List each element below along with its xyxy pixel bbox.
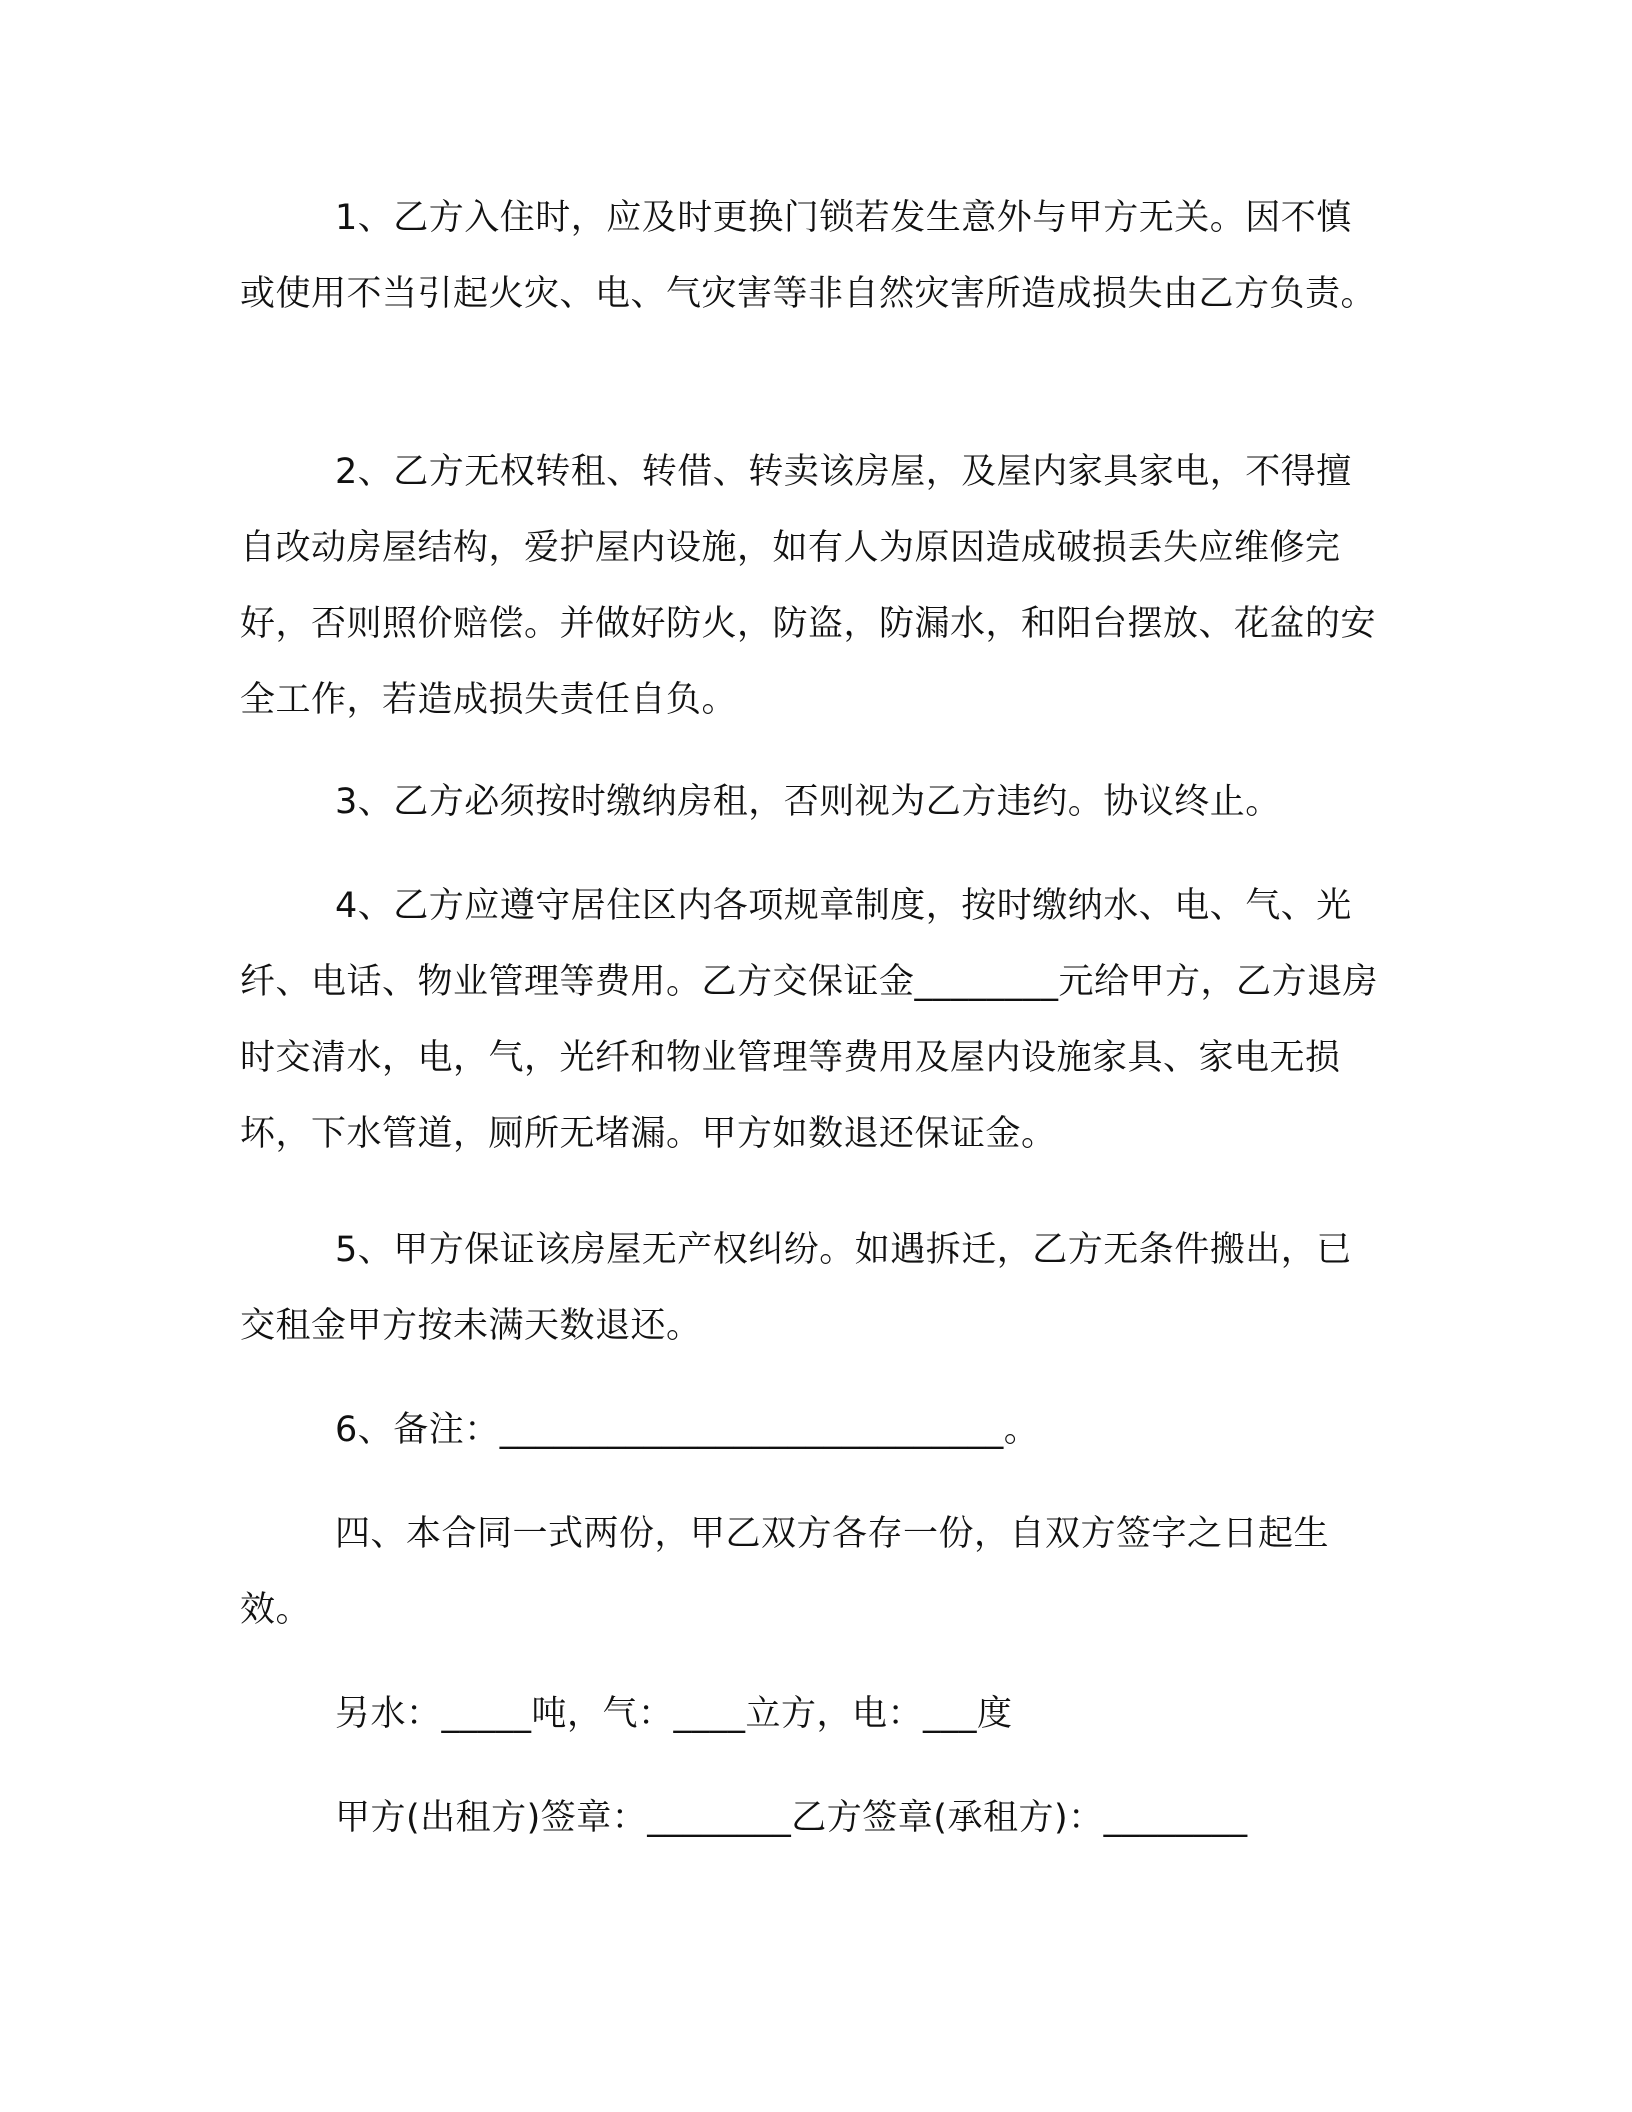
clause-6-remarks: 6、备注：____________________________。: [335, 1410, 1040, 1450]
clause-4: 4、乙方应遵守居住区内各项规章制度，按时缴纳水、电、气、光纤、电话、物业管理等费用。乙方交保证金________元给甲方，乙方退房时交清水，电，气，光纤和物业管理等费用及屋内设施家具、家电无损坏，下水管道，厕所无堵漏。甲方如数退还保证金。: [240, 886, 1379, 1154]
section-four: 四、本合同一式两份，甲乙双方各存一份，自双方签字之日起生效。: [240, 1514, 1330, 1630]
meter-readings-line: 另水：_____吨，气：____立方，电：___度: [335, 1694, 1013, 1734]
clause-1: 1、乙方入住时，应及时更换门锁若发生意外与甲方无关。因不慎或使用不当引起火灾、电、气灾害等非自然灾害所造成损失由乙方负责。: [240, 198, 1377, 314]
signature-line: 甲方(出租方)签章：________乙方签章(承租方)：________: [335, 1798, 1248, 1838]
clause-2: 2、乙方无权转租、转借、转卖该房屋，及屋内家具家电，不得擅自改动房屋结构，爱护屋内设施，如有人为原因造成破损丢失应维修完好，否则照价赔偿。并做好防火，防盗，防漏水，和阳台摆放、花盆的安全工作，若造成损失责任自负。: [240, 452, 1377, 720]
clause-5: 5、甲方保证该房屋无产权纠纷。如遇拆迁，乙方无条件搬出，已交租金甲方按未满天数退还。: [240, 1230, 1352, 1346]
clause-3: 3、乙方必须按时缴纳房租，否则视为乙方违约。协议终止。: [335, 782, 1281, 822]
